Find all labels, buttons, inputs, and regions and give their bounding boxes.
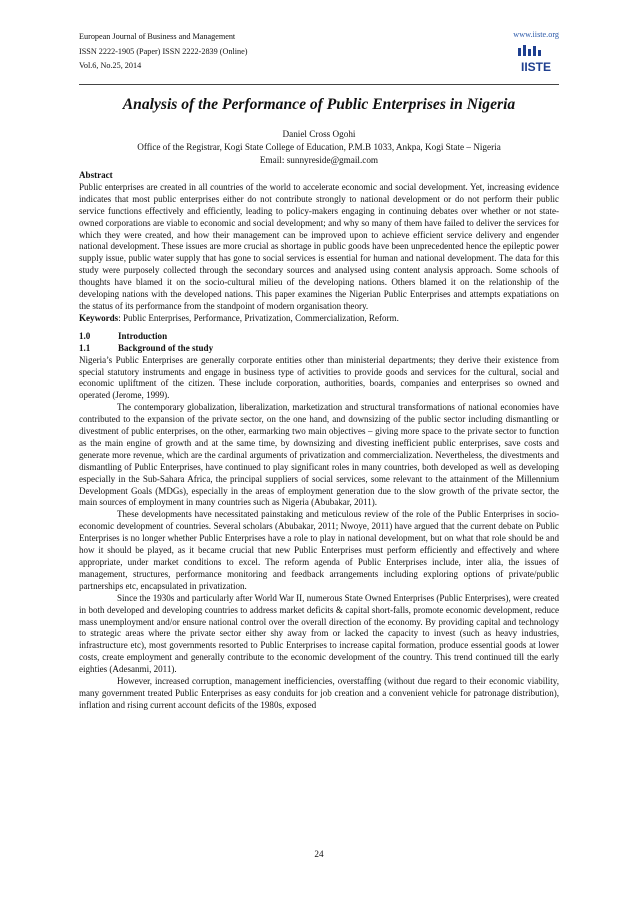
journal-url-link[interactable]: www.iiste.org (513, 30, 559, 39)
header-rule (79, 84, 559, 85)
paper-title: Analysis of the Performance of Public Enterprises in Nigeria (122, 96, 516, 113)
body-paragraph-2: The contemporary globalization, liberalization, marketization and structural transformations of national economies have contributed to the expansion of the private sector, on the one hand, and downsizing of the public sector including dismantling or divestment of public enterprises, on the other, earmarking two main objectives – giving more space to the private sector to function as the main engine of growth and at the same time, by downsizing and divesting inefficient public enterprises, save costs and generate more revenue, which are the cardinal arguments of privatization and commercialization. Nevertheless, the divestments and dismantling of Public Enterprises, have continued to play significant roles in many countries, both developed as well as developing especially in the Sub-Sahara Africa, the principal suppliers of social services, some relevant to the attainment of the Millennium Development Goals (MDGs), especially in the areas of employment generation due to the slow growth of the private sector, the main sources of employment in many countries such as Nigeria (Abubakar, 2011). (79, 402, 559, 508)
section-number: 1.1 (79, 342, 91, 353)
iiste-logo-icon (514, 44, 560, 78)
abstract-heading: Abstract (79, 170, 113, 180)
abstract-text: Public enterprises are created in all countries of the world to accelerate economic and social development. Yet, increasing evidence indicates that most public enterprises either do not contribute strongly to national development or do not perform their public service functions effectively and efficiently, leading to policy-makers engaging in continuing debates over whether or not state-owned corporations are viable to economic and social development; and why so many of them have failed to deliver the services for which they were created, and how their management can be improved upon to achieve efficient service delivery and engender national development. These issues are more crucial as shortage in public goods have been unprecedented hence the epileptic power supply issue, public water supply that has gone to social services is essential for human and national development. The data for this study were purposely collected through the secondary sources and analysed using content analysis approach. Some schools of thoughts have blamed it on the socio-cultural milieu of the developing nations. Others blamed it on the relationship of the developing nations with the developed nations. This paper examines the Nigerian Public Enterprises and attempts expatiations on the status of its performance from the standpoint of modern organisation theory. (79, 181, 559, 311)
keywords-label: Keywords (79, 312, 119, 323)
journal-issn: ISSN 2222-1905 (Paper) ISSN 2222-2839 (Online) (79, 46, 248, 56)
body-paragraph-4: Since the 1930s and particularly after World War II, numerous State Owned Enterprises (Public Enterprises), were created in both developed and developing countries to address market deficits & capital short-falls, promote economic development, reduce mass unemployment and/or ensure national control over the overall direction of the economy. By providing capital and technology to strategic areas where the private sector either shy away from or lacked the capacity to invest (such as heavy industries, infrastructure etc), most governments resorted to Public Enterprises to increase capital formation, produce essential goods at lower costs, create employment and generally contribute to the economic development of the country. This trend continued till the early eighties (Adesanmi, 2011). (79, 592, 559, 675)
section-title: Background of the study (118, 342, 214, 353)
body-paragraph-3: These developments have necessitated painstaking and meticulous review of the role of the Public Enterprises in socio-economic development of countries. Several scholars (Abubakar, 2011; Nwoye, 2011) have argued that the current debate on Public Enterprises is no longer whether Public Enterprises have a role to play in national development, but on what that role should be and how it should be played, as it became crucial that new Public Enterprises must perform efficiently and effectively and where appropriate, under market conditions to excel. The reform agenda of Public Enterprises include, inter alia, the issues of management, structures, performance monitoring and feedback arrangements including exploring options of private/public partnerships etc, encapsulated in privatization. (79, 509, 559, 591)
section-heading-introduction (79, 331, 559, 343)
keywords-list: : Public Enterprises, Performance, Privatization, Commercialization, Reform. (118, 312, 399, 323)
author-name: Daniel Cross Ogohi (282, 129, 356, 139)
author-block (79, 128, 559, 167)
journal-name: European Journal of Business and Management (79, 32, 236, 41)
page-number: 24 (314, 849, 324, 859)
keywords-line (79, 313, 559, 325)
section-title: Introduction (118, 330, 168, 341)
body-paragraph-5: However, increased corruption, management inefficiencies, overstaffing (without due regard to their economic viability, many government treated Public Enterprises as easy conduits for job creation and a convenient vehicle for patronage distribution), inflation and rising current account deficits of the 1980s, exposed (79, 676, 559, 710)
logo-text: IISTE (520, 60, 552, 74)
body-paragraph-1: Nigeria’s Public Enterprises are generally corporate entities other than ministerial departments; they derive their existence from special statutory instruments and engage in business type of activities to provide goods and services for the cultural, social and economic upliftment of the citizen. These include corporation, authorities, boards, companies and enterprises so owned and operated (Jerome, 1999). (79, 354, 559, 401)
journal-header (79, 30, 559, 74)
author-email: Email: sunnyreside@gmail.com (259, 155, 379, 165)
paper-body (79, 170, 559, 712)
section-heading-background (79, 343, 559, 355)
section-number: 1.0 (79, 330, 91, 341)
journal-volume: Vol.6, No.25, 2014 (79, 61, 142, 70)
author-affiliation: Office of the Registrar, Kogi State College of Education, P.M.B 1033, Ankpa, Kogi State – Nigeria (137, 142, 501, 152)
